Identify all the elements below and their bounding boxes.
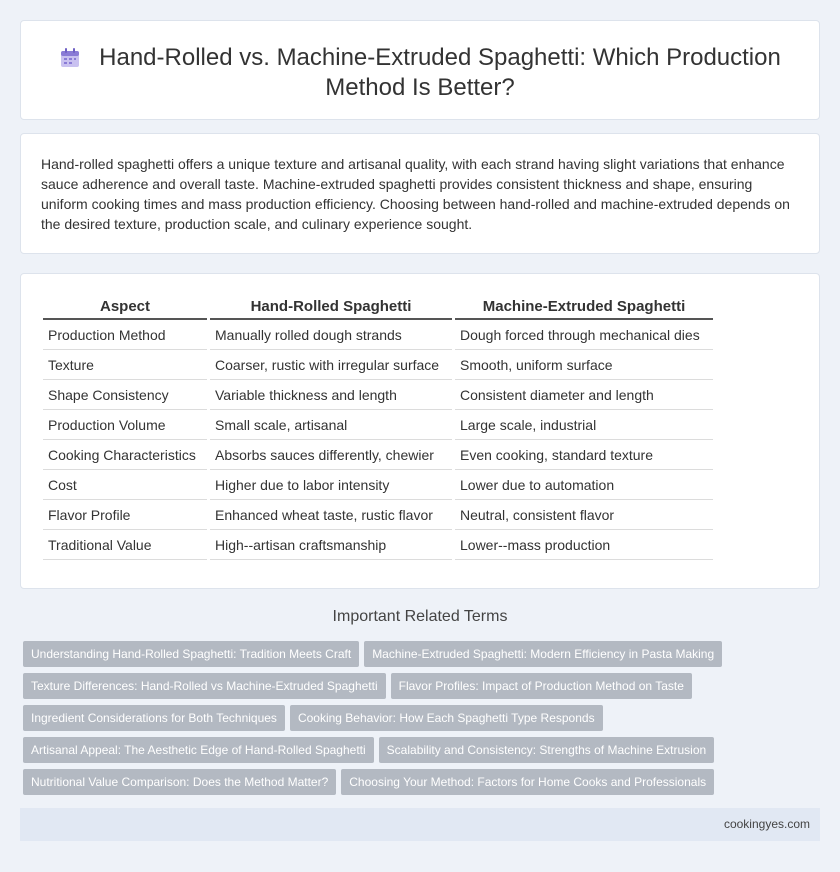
- table-cell: Texture: [43, 350, 209, 380]
- related-term-tag[interactable]: Cooking Behavior: How Each Spaghetti Type Responds: [290, 705, 603, 731]
- related-term-tag[interactable]: Understanding Hand-Rolled Spaghetti: Tradition Meets Craft: [23, 641, 359, 667]
- tag-row: [23, 737, 823, 769]
- table-cell: Absorbs sauces differently, chewier: [209, 440, 454, 470]
- table-cell: Enhanced wheat taste, rustic flavor: [209, 500, 454, 530]
- related-term-tag[interactable]: Nutritional Value Comparison: Does the Method Matter?: [23, 769, 336, 795]
- related-term-tag[interactable]: Artisanal Appeal: The Aesthetic Edge of Hand-Rolled Spaghetti: [23, 737, 374, 763]
- table-cell: Production Volume: [43, 410, 209, 440]
- table-cell: Cost: [43, 470, 209, 500]
- related-term-tag[interactable]: Flavor Profiles: Impact of Production Method on Taste: [391, 673, 692, 699]
- table-cell: Shape Consistency: [43, 380, 209, 410]
- calendar-icon: [59, 47, 81, 69]
- footer-site-link[interactable]: cookingyes.com: [723, 817, 810, 831]
- table-cell: Cooking Characteristics: [43, 440, 209, 470]
- tag-row: [23, 673, 823, 705]
- table-cell: Neutral, consistent flavor: [454, 500, 714, 530]
- related-term-tag[interactable]: Choosing Your Method: Factors for Home Cooks and Professionals: [341, 769, 714, 795]
- table-cell: Large scale, industrial: [454, 410, 714, 440]
- tag-row: [23, 641, 823, 673]
- table-cell: Traditional Value: [43, 530, 209, 560]
- related-terms-list: [23, 641, 823, 801]
- related-terms-title: Important Related Terms: [332, 608, 508, 625]
- intro-card: [20, 133, 820, 254]
- tag-row: [23, 705, 823, 737]
- related-term-tag[interactable]: Texture Differences: Hand-Rolled vs Machine-Extruded Spaghetti: [23, 673, 386, 699]
- table-cell: Lower--mass production: [454, 530, 714, 560]
- related-term-tag[interactable]: Scalability and Consistency: Strengths of Machine Extrusion: [379, 737, 715, 763]
- table-cell: Smooth, uniform surface: [454, 350, 714, 380]
- table-header-row: [43, 294, 713, 319]
- comparison-card: [20, 273, 820, 589]
- intro-paragraph: Hand-rolled spaghetti offers a unique texture and artisanal quality, with each strand having slight variations that enhance sauce adherence and overall taste. Machine-extruded spaghetti provides consistent thickness and shape, ensuring uniform cooking times and mass production efficiency. Choosing between hand-rolled and machine-extruded depends on the desired texture, production scale, and culinary experience sought.: [41, 156, 790, 232]
- related-term-tag[interactable]: Machine-Extruded Spaghetti: Modern Efficiency in Pasta Making: [364, 641, 722, 667]
- column-header: Hand-Rolled Spaghetti: [209, 294, 454, 319]
- table-cell: Dough forced through mechanical dies: [454, 319, 714, 350]
- table-cell: Coarser, rustic with irregular surface: [209, 350, 454, 380]
- related-term-tag[interactable]: Ingredient Considerations for Both Techniques: [23, 705, 285, 731]
- table-cell: Higher due to labor intensity: [209, 470, 454, 500]
- table-cell: Manually rolled dough strands: [209, 319, 454, 350]
- table-row: [43, 440, 713, 470]
- tag-row: [23, 769, 823, 801]
- title-card: [20, 20, 820, 120]
- column-header: Aspect: [43, 294, 209, 319]
- table-cell: Lower due to automation: [454, 470, 714, 500]
- column-header: Machine-Extruded Spaghetti: [454, 294, 714, 319]
- table-row: [43, 500, 713, 530]
- table-row: [43, 380, 713, 410]
- table-row: [43, 319, 713, 350]
- table-cell: High--artisan craftsmanship: [209, 530, 454, 560]
- page-title: Hand-Rolled vs. Machine-Extruded Spaghetti: Which Production Method Is Better?: [99, 44, 781, 101]
- table-row: [43, 470, 713, 500]
- table-cell: Small scale, artisanal: [209, 410, 454, 440]
- table-cell: Flavor Profile: [43, 500, 209, 530]
- table-cell: Even cooking, standard texture: [454, 440, 714, 470]
- table-cell: Production Method: [43, 319, 209, 350]
- table-cell: Consistent diameter and length: [454, 380, 714, 410]
- table-row: [43, 350, 713, 380]
- page-title-wrap: [21, 43, 819, 103]
- table-row: [43, 530, 713, 560]
- comparison-table: [43, 294, 713, 560]
- footer: [20, 808, 820, 841]
- table-cell: Variable thickness and length: [209, 380, 454, 410]
- table-row: [43, 410, 713, 440]
